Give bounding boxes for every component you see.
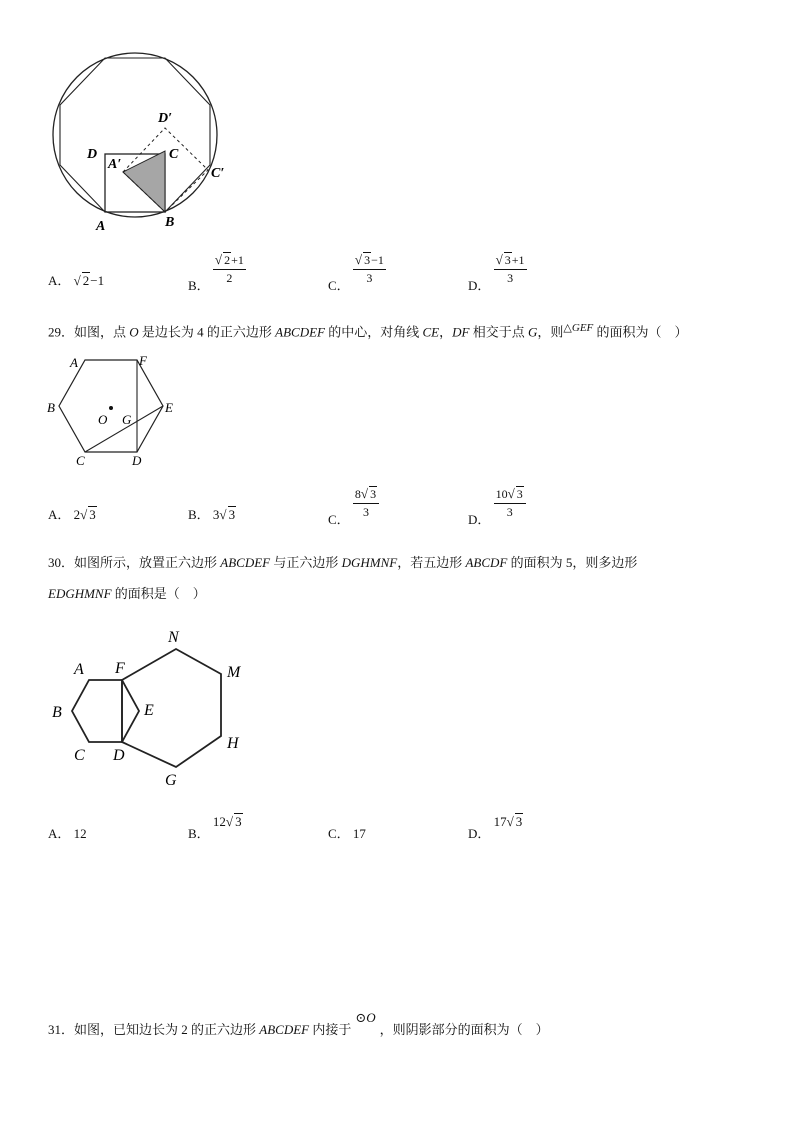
denominator: 3 (362, 505, 369, 519)
q28-circle (53, 53, 217, 217)
text: ，则阴影部分的面积为（ ） (379, 1022, 549, 1037)
circle-name: O (366, 1010, 376, 1025)
hexagon-name: ABCDEF (275, 324, 325, 340)
q28-label-b: B (165, 215, 175, 230)
coefficient: 17 (493, 814, 507, 829)
hexagon-name: ABCDEF (220, 555, 271, 570)
coefficient: 2 (73, 507, 81, 522)
radicand: 3 (515, 814, 523, 829)
radicand: 3 (516, 487, 523, 501)
q28-shaded-region (123, 151, 165, 212)
radicand: 3 (235, 814, 242, 829)
fraction: $\frac{10√ 3}{3}$ (494, 486, 526, 520)
option-letter: D． (468, 277, 491, 293)
q29-label-b: B (47, 400, 55, 415)
coefficient: 3 (212, 507, 220, 522)
q30-label-e: E (144, 702, 154, 719)
text: 相交于点 (469, 324, 529, 340)
circle-symbol: ⊙ (355, 1010, 367, 1025)
triangle-name: GEF (571, 322, 594, 334)
option-letter: A． (48, 826, 71, 841)
q30-stem-line2 (48, 584, 206, 604)
q30-label-c: C (74, 747, 85, 764)
option-value: 17 (352, 826, 366, 841)
q29-option-c[interactable] (328, 486, 379, 527)
option-letter: C． (328, 511, 350, 527)
radicand: 3 (504, 253, 511, 267)
q30-stem-line1 (48, 553, 637, 573)
fraction: $\frac{√ 3-1}{3}$ (354, 252, 384, 285)
pentagon-name: ABCDF (465, 555, 508, 570)
option-letter: D． (468, 511, 491, 527)
q29-label-d: D (132, 453, 142, 468)
q30-label-b: B (52, 704, 62, 721)
coefficient: 8 (354, 487, 361, 501)
q29-option-d[interactable] (468, 486, 526, 527)
q28-label-c-prime: C′ (211, 166, 225, 181)
fraction: $\frac{√ 2+1}{2}$ (214, 252, 244, 285)
radicand: 3 (89, 507, 96, 522)
q30-label-d: D (113, 747, 125, 764)
q28-label-c: C (169, 147, 179, 162)
option-letter: B． (188, 277, 210, 293)
q30-label-a: A (74, 661, 84, 678)
segment-label: CE (422, 324, 440, 340)
q30-figure (40, 622, 260, 792)
text: 内接于 (309, 1022, 352, 1037)
num-tail: +1 (231, 253, 244, 267)
q30-option-c[interactable] (328, 823, 366, 842)
q29-option-a[interactable]: A． 2√ 3 (48, 507, 96, 522)
triangle-symbol: △ (563, 322, 572, 334)
q30-label-g: G (165, 772, 177, 789)
q30-option-d[interactable]: D． 17√ 3 (468, 814, 523, 841)
text: 与正六边形 (270, 555, 342, 570)
text: 的面积为 5，则多边形 (507, 555, 638, 570)
text: ，则 (537, 324, 564, 340)
point-label: O (129, 324, 139, 340)
q29-label-a: A (70, 355, 78, 370)
hexagon-name: ABCDEF (259, 1022, 310, 1037)
denominator: 3 (506, 505, 513, 519)
q28-label-d-prime: D′ (158, 111, 173, 126)
num-tail: +1 (511, 253, 525, 267)
option-letter: A． (48, 507, 71, 522)
coefficient: 10 (495, 487, 508, 501)
q29-figure (40, 348, 190, 473)
fraction: $\frac{√ 3+1}{3}$ (495, 252, 525, 285)
option-letter: C． (328, 277, 350, 293)
point-label: G (528, 324, 538, 340)
q28-label-d: D (87, 147, 98, 162)
segment-label: DF (452, 324, 470, 340)
option-tail: −1 (90, 273, 105, 288)
q28-option-a[interactable] (48, 270, 104, 289)
radicand: 3 (228, 507, 236, 522)
denominator: 2 (226, 271, 233, 285)
q29-label-g: G (122, 412, 132, 427)
q29-label-e: E (165, 400, 173, 415)
q29-label-f: F (139, 353, 147, 368)
option-letter: A． (48, 273, 71, 288)
option-letter: D． (468, 826, 491, 841)
option-letter: C． (328, 826, 350, 841)
text: 的面积是（ ） (111, 586, 206, 601)
sqrt-symbol: √ (73, 273, 81, 288)
q28-option-d[interactable] (468, 252, 527, 293)
denominator: 3 (507, 271, 514, 285)
q28-octagon (60, 58, 210, 212)
text: 的面积为（ ） (593, 324, 688, 340)
q29-option-b[interactable]: B． 3√ 3 (188, 507, 236, 522)
radicand: 3 (370, 487, 377, 501)
denominator: 3 (366, 271, 373, 285)
q30-small-hexagon (72, 680, 139, 742)
q28-label-a: A (96, 219, 106, 234)
fraction: $\frac{8√ 3}{3}$ (353, 486, 379, 520)
option-value: 12 (73, 826, 87, 841)
radicand: 2 (224, 253, 231, 267)
q30-option-a[interactable] (48, 823, 87, 842)
text: 的中心，对角线 (325, 324, 423, 340)
q30-option-b[interactable]: B． 12√ 3 (188, 814, 242, 841)
q30-label-f: F (115, 660, 125, 677)
q28-option-c[interactable] (328, 252, 386, 293)
radicand: 3 (364, 253, 371, 267)
polygon-name: EDGHMNF (48, 586, 112, 601)
text: 是边长为 4 的正六边形 (138, 324, 276, 340)
q30-label-h: H (227, 735, 239, 752)
option-letter: B． (188, 507, 210, 522)
q29-label-c: C (76, 453, 85, 468)
q28-option-b[interactable] (188, 252, 246, 293)
text: 31．如图，已知边长为 2 的正六边形 (48, 1022, 260, 1037)
text: ，若五边形 (397, 555, 466, 570)
q30-label-n: N (168, 629, 179, 646)
q30-label-m: M (227, 664, 241, 681)
q29-label-o: O (98, 412, 108, 427)
option-letter: B． (188, 826, 210, 841)
q28-figure (40, 50, 240, 240)
text: 29．如图，点 (48, 324, 130, 340)
q28-label-a-prime: A′ (108, 157, 122, 172)
num-tail: −1 (371, 253, 384, 267)
q31-stem (48, 1010, 549, 1040)
text: 30．如图所示，放置正六边形 (48, 555, 221, 570)
q29-center-dot (109, 406, 113, 410)
coefficient: 12 (212, 814, 226, 829)
hexagon-name: DGHMNF (341, 555, 398, 570)
q29-stem (48, 318, 688, 342)
radicand: 2 (82, 273, 90, 288)
text: ， (439, 324, 453, 340)
